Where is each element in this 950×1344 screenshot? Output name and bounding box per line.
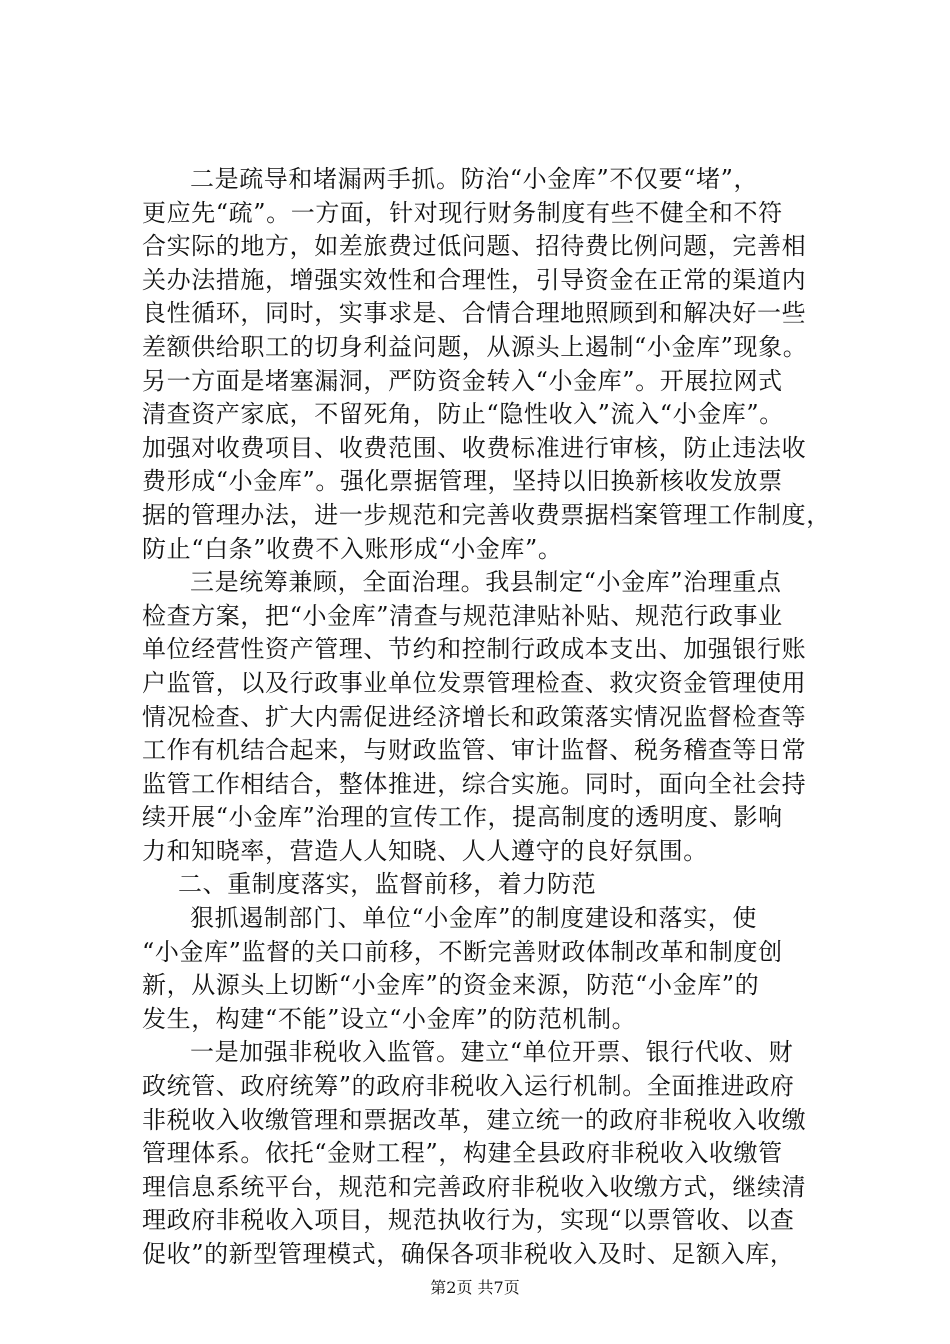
- text-line: 良性循环，同时，实事求是、合情合理地照顾到和解决好一些: [142, 299, 807, 328]
- text-line: 费形成“小金库”。强化票据管理，坚持以旧换新核收发放票: [142, 467, 783, 496]
- text-line: 单位经营性资产管理、节约和控制行政成本支出、加强银行账: [142, 635, 807, 664]
- text-line: 更应先“疏”。一方面，针对现行财务制度有些不健全和不符: [142, 198, 783, 227]
- text-line: 关办法措施，增强实效性和合理性，引导资金在正常的渠道内: [142, 265, 807, 294]
- text-line: 力和知晓率，营造人人知晓、人人遵守的良好氛围。: [142, 836, 708, 865]
- text-line: 促收”的新型管理模式，确保各项非税收入及时、足额入库，: [142, 1240, 795, 1268]
- text-line: 情况检查、扩大内需促进经济增长和政策落实情况监督检查等: [142, 702, 807, 731]
- text-line: 防止“白条”收费不入账形成“小金库”。: [142, 534, 563, 563]
- text-line: 狠抓遏制部门、单位“小金库”的制度建设和落实，使: [190, 904, 757, 933]
- text-line: 清查资产家底，不留死角，防止“隐性收入”流入“小金库”。: [142, 400, 784, 429]
- text-line: 差额供给职工的切身利益问题，从源头上遏制“小金库”现象。: [142, 332, 808, 361]
- text-line: 政统管、政府统筹”的政府非税收入运行机制。全面推进政府: [142, 1072, 795, 1101]
- page-number-footer: 第2页 共7页: [430, 1278, 520, 1297]
- text-line: 户监管，以及行政事业单位发票管理检查、救灾资金管理使用: [142, 668, 807, 697]
- text-line: 据的管理办法，进一步规范和完善收费票据档案管理工作制度，: [142, 500, 831, 529]
- text-line: 续开展“小金库”治理的宣传工作，提高制度的透明度、影响: [142, 803, 783, 832]
- text-line: 三是统筹兼顾，全面治理。我县制定“小金库”治理重点: [190, 568, 782, 597]
- text-line: 理信息系统平台，规范和完善政府非税收入收缴方式，继续清: [142, 1172, 807, 1201]
- text-line: 非税收入收缴管理和票据改革，建立统一的政府非税收入收缴: [142, 1105, 807, 1134]
- text-line: 一是加强非税收入监管。建立“单位开票、银行代收、财: [190, 1038, 794, 1067]
- text-line: 加强对收费项目、收费范围、收费标准进行审核，防止违法收: [142, 433, 807, 462]
- document-body: [142, 163, 837, 1272]
- text-line: 监管工作相结合，整体推进，综合实施。同时，面向全社会持: [142, 769, 807, 798]
- text-line: 合实际的地方，如差旅费过低问题、招待费比例问题，完善相: [142, 232, 807, 261]
- text-line: 检查方案，把“小金库”清查与规范津贴补贴、规范行政事业: [142, 601, 783, 630]
- text-line: 管理体系。依托“金财工程”，构建全县政府非税收入收缴管: [142, 1139, 783, 1168]
- text-line: 发生，构建“不能”设立“小金库”的防范机制。: [142, 1004, 637, 1033]
- text-line: 理政府非税收入项目，规范执收行为，实现“以票管收、以查: [142, 1206, 795, 1235]
- text-line: 另一方面是堵塞漏洞，严防资金转入“小金库”。开展拉网式: [142, 366, 783, 395]
- text-line: 新，从源头上切断“小金库”的资金来源，防范“小金库”的: [142, 971, 760, 1000]
- text-line: “小金库”监督的关口前移，不断完善财政体制改革和制度创: [142, 937, 783, 966]
- text-line: 工作有机结合起来，与财政监管、审计监督、税务稽查等日常: [142, 736, 807, 765]
- section-heading: 二、重制度落实，监督前移，着力防范: [178, 870, 597, 899]
- text-line: 二是疏导和堵漏两手抓。防治“小金库”不仅要“堵”，: [190, 165, 759, 193]
